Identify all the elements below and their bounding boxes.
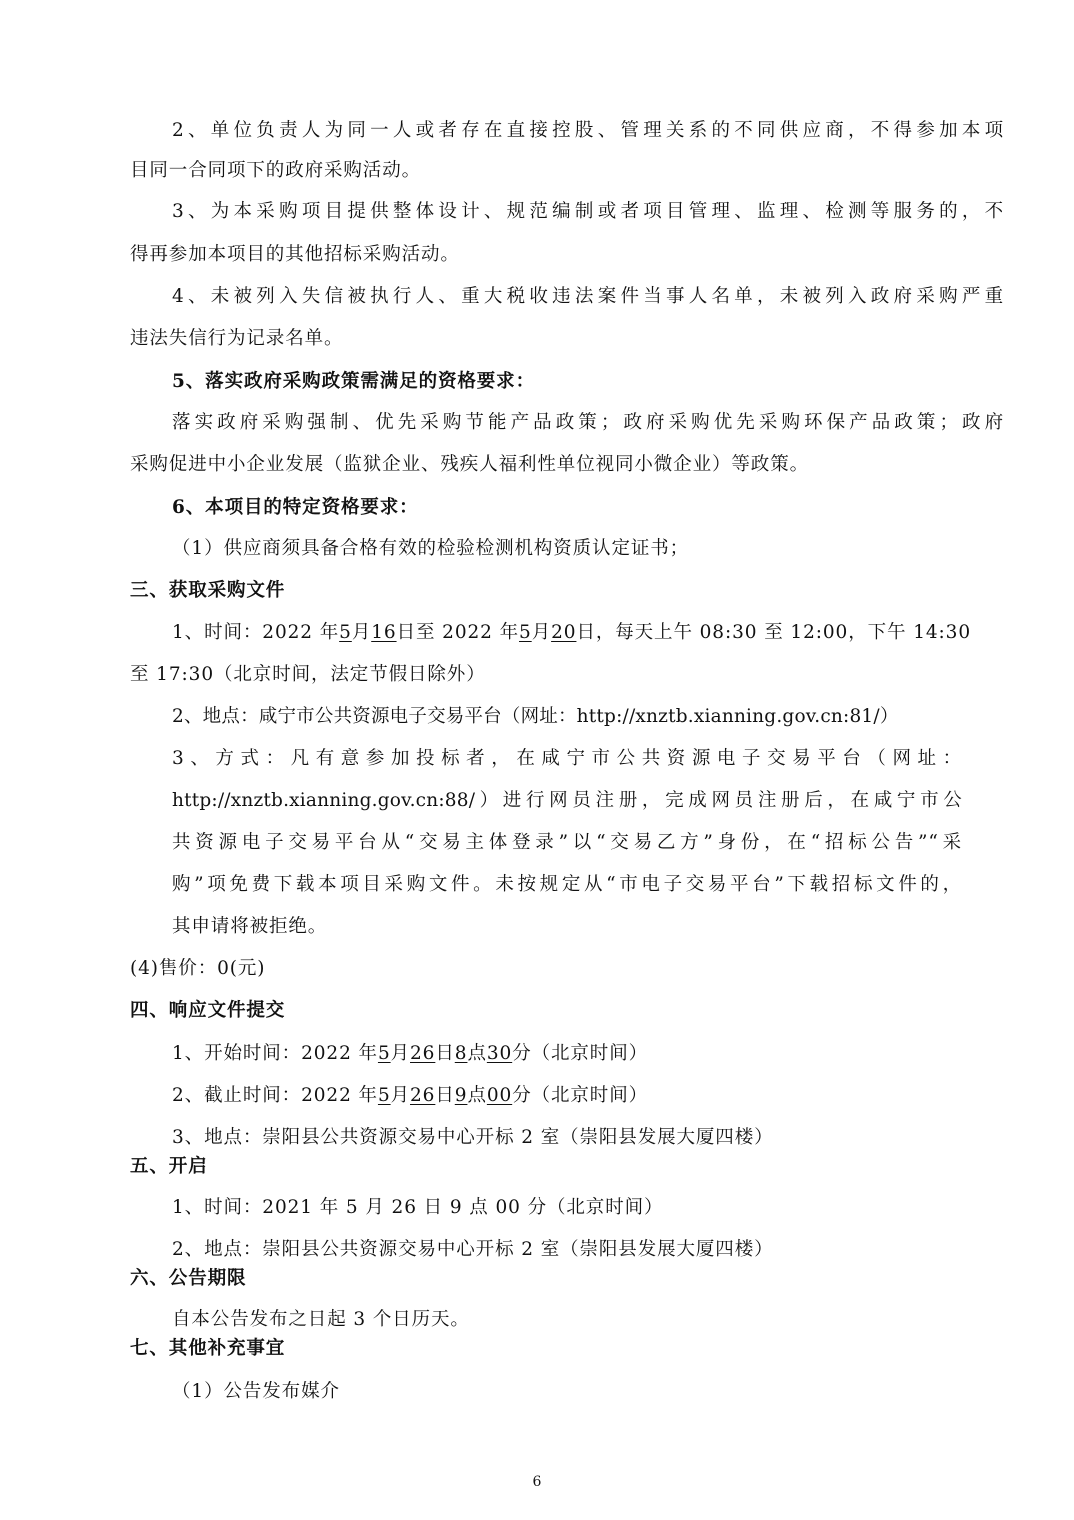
- deadline-hour: 9: [454, 1085, 468, 1106]
- start-month: 5: [339, 622, 352, 643]
- end-day: 20: [551, 622, 577, 643]
- para-method-line5: 其申请将被拒绝。: [172, 916, 328, 937]
- page-number: 6: [532, 1474, 542, 1490]
- time-text: 月: [351, 622, 372, 643]
- para-time-line2: 至 17:30（北京时间，法定节假日除外）: [130, 664, 486, 685]
- para-qualification-3-line1: 3、为本采购项目提供整体设计、规范编制或者项目管理、监理、检测等服务的，不: [172, 201, 1004, 222]
- section-heading-5: 五、开启: [130, 1156, 208, 1177]
- deadline-text: 2、截止时间：2022 年: [172, 1085, 378, 1106]
- para-deadline: [172, 1084, 648, 1108]
- start-time-day: 26: [410, 1043, 436, 1064]
- para-qualification-2-line1: 2、单位负责人为同一人或者存在直接控股、管理关系的不同供应商，不得参加本项: [172, 120, 1004, 141]
- start-time-text: 月: [390, 1043, 411, 1064]
- para-method-line3: 共资源电子交易平台从“交易主体登录”以“交易乙方”身份，在“招标公告”“采: [172, 832, 962, 853]
- start-day: 16: [371, 622, 397, 643]
- para-time-line1: [172, 621, 971, 645]
- deadline-text: 日: [435, 1085, 455, 1106]
- para-specific-requirement-1: （1）供应商须具备合格有效的检验检测机构资质认定证书；: [172, 538, 690, 559]
- start-time-hour: 8: [454, 1043, 468, 1064]
- time-text: 日至 2022 年: [396, 622, 520, 643]
- time-text: 1、时间：2022 年: [172, 622, 340, 643]
- deadline-day: 26: [410, 1085, 436, 1106]
- start-time-minute: 30: [486, 1043, 513, 1064]
- deadline-text: 分（北京时间）: [512, 1085, 648, 1106]
- section-heading-6: 六、公告期限: [130, 1268, 247, 1289]
- para-opening-time: 1、时间：2021 年 5 月 26 日 9 点 00 分（北京时间）: [172, 1197, 664, 1218]
- start-time-month: 5: [377, 1043, 391, 1064]
- section-heading-4: 四、响应文件提交: [130, 1000, 286, 1021]
- deadline-text: 点: [467, 1085, 487, 1106]
- para-notice-period: 自本公告发布之日起 3 个日历天。: [172, 1309, 470, 1330]
- para-location: 2、地点：咸宁市公共资源电子交易平台（网址：http://xnztb.xianning.gov.cn:81/）: [172, 706, 899, 727]
- end-month: 5: [519, 622, 532, 643]
- subheading-specific-requirements: 6、本项目的特定资格要求：: [172, 497, 419, 518]
- start-time-text: 点: [467, 1043, 487, 1064]
- para-qualification-2-line2: 目同一合同项下的政府采购活动。: [130, 160, 422, 181]
- start-time-text: 1、开始时间：2022 年: [172, 1043, 378, 1064]
- time-text: 月: [531, 622, 552, 643]
- para-method-line2: http://xnztb.xianning.gov.cn:88/）进行网员注册，完成网员注册后，在咸宁市公: [172, 790, 962, 811]
- para-start-time: [172, 1042, 648, 1066]
- para-qualification-4-line1: 4、未被列入失信被执行人、重大税收违法案件当事人名单，未被列入政府采购严重: [172, 286, 1004, 307]
- para-qualification-4-line2: 违法失信行为记录名单。: [130, 328, 344, 349]
- para-media: （1）公告发布媒介: [172, 1381, 340, 1402]
- subheading-policy-requirements: 5、落实政府采购政策需满足的资格要求：: [172, 371, 535, 392]
- para-opening-location: 2、地点：崇阳县公共资源交易中心开标 2 室（崇阳县发展大厦四楼）: [172, 1239, 774, 1260]
- deadline-text: 月: [390, 1085, 411, 1106]
- para-method-line4: 购”项免费下载本项目采购文件。未按规定从“市电子交易平台”下载招标文件的，: [172, 874, 962, 895]
- para-price: (4)售价：0(元): [130, 958, 266, 979]
- deadline-month: 5: [377, 1085, 391, 1106]
- deadline-minute: 00: [486, 1085, 513, 1106]
- para-submission-location: 3、地点：崇阳县公共资源交易中心开标 2 室（崇阳县发展大厦四楼）: [172, 1127, 774, 1148]
- para-policy-line1: 落实政府采购强制、优先采购节能产品政策；政府采购优先采购环保产品政策；政府: [172, 412, 1004, 433]
- section-heading-7: 七、其他补充事宜: [130, 1338, 286, 1359]
- para-qualification-3-line2: 得再参加本项目的其他招标采购活动。: [130, 244, 460, 265]
- start-time-text: 日: [435, 1043, 455, 1064]
- time-text: 日，每天上午 08:30 至 12:00，下午 14:30: [576, 622, 972, 643]
- section-heading-3: 三、获取采购文件: [130, 580, 286, 601]
- para-method-line1: 3、方式：凡有意参加投标者，在咸宁市公共资源电子交易平台（网址：: [172, 748, 962, 769]
- para-policy-line2: 采购促进中小企业发展（监狱企业、残疾人福利性单位视同小微企业）等政策。: [130, 454, 810, 475]
- start-time-text: 分（北京时间）: [512, 1043, 648, 1064]
